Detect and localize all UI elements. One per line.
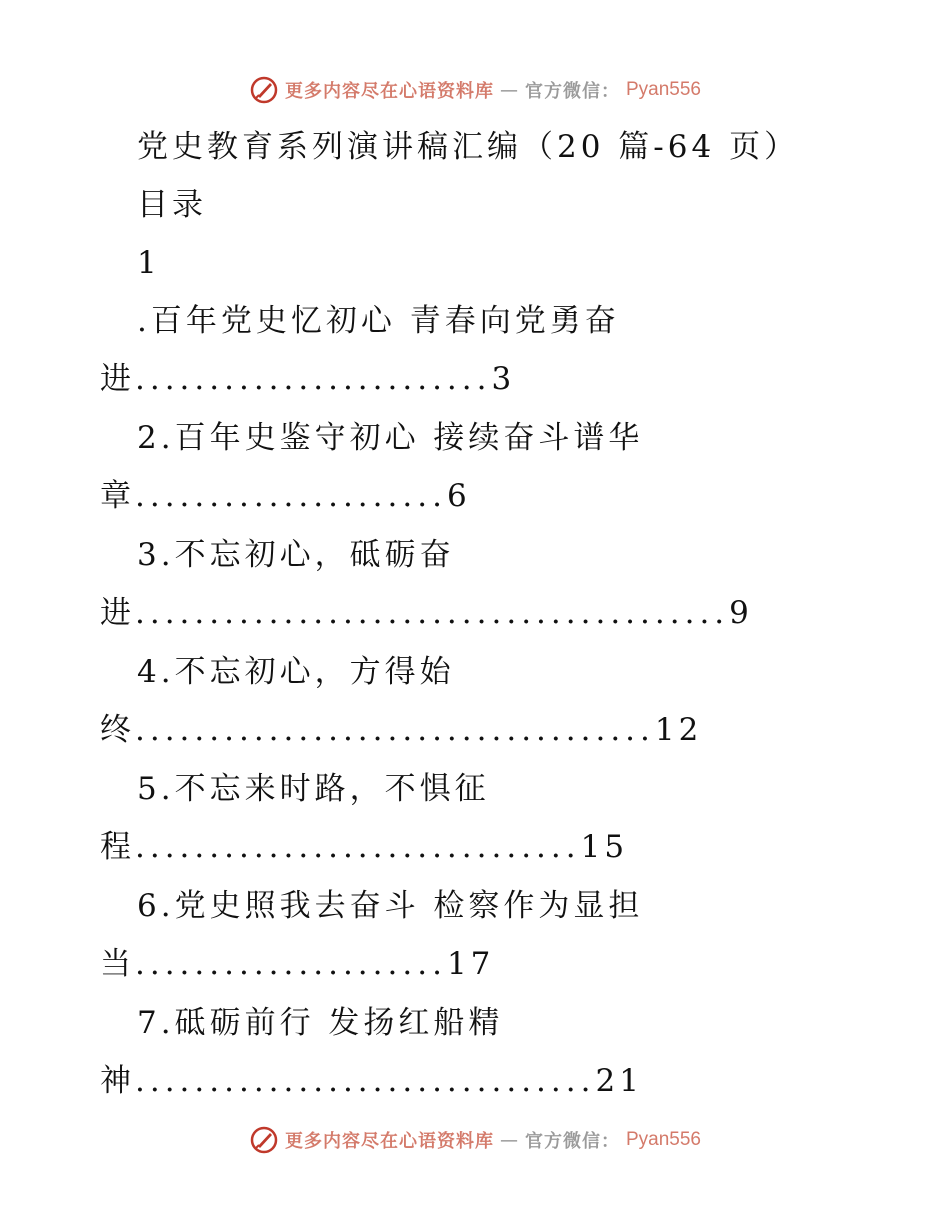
toc-entry-1-tail — [100, 359, 515, 399]
toc-page-number: 3 — [491, 361, 516, 397]
toc-leader-dots: .............................. — [135, 829, 581, 865]
watermark-wechat-label: 官方微信： — [524, 1131, 620, 1152]
watermark-main-text: 更多内容尽在心语资料库 — [284, 1131, 494, 1152]
toc-entry-2-tail — [100, 476, 471, 516]
toc-page-number: 12 — [654, 712, 703, 748]
header-watermark — [0, 70, 950, 110]
toc-page-number: 17 — [446, 946, 495, 982]
watermark-wechat-id: Pyan556 — [625, 1129, 701, 1150]
footer-watermark — [0, 1120, 950, 1160]
toc-leader-dots: ................................... — [135, 712, 655, 748]
toc-entry-tail-char: 程 — [100, 829, 135, 865]
toc-heading: 目录 — [137, 187, 207, 223]
watermark-dash: — — [499, 79, 519, 101]
toc-entry-1-title: .百年党史忆初心 青春向党勇奋 — [137, 303, 620, 339]
toc-entry-4-tail — [100, 710, 702, 750]
toc-page-number: 6 — [446, 478, 471, 514]
quill-logo-icon — [249, 75, 279, 105]
toc-entry-7-tail — [100, 1061, 643, 1101]
toc-entry-tail-char: 终 — [100, 712, 135, 748]
watermark-wechat-id: Pyan556 — [625, 79, 701, 100]
toc-first-number: 1 — [137, 245, 161, 281]
toc-page-number: 15 — [580, 829, 629, 865]
watermark-dash: — — [499, 1129, 519, 1151]
watermark-wechat-label: 官方微信： — [524, 81, 620, 102]
toc-page-number: 9 — [729, 595, 753, 631]
toc-entry-tail-char: 神 — [100, 1063, 135, 1099]
watermark-main-text: 更多内容尽在心语资料库 — [284, 81, 494, 102]
toc-entry-2-title: 2.百年史鉴守初心 接续奋斗谱华 — [137, 420, 644, 456]
toc-entry-5-tail — [100, 827, 628, 867]
toc-entry-5-title: 5.不忘来时路，不惧征 — [137, 771, 490, 807]
toc-entry-3-title: 3.不忘初心，砥砺奋 — [137, 537, 455, 573]
toc-entry-tail-char: 进 — [100, 595, 135, 631]
toc-entry-7-title: 7.砥砺前行 发扬红船精 — [137, 1005, 504, 1041]
toc-entry-tail-char: 当 — [100, 946, 135, 982]
toc-entry-6-title: 6.党史照我去奋斗 检察作为显担 — [137, 888, 644, 924]
toc-leader-dots: ..................... — [135, 478, 447, 514]
document-title: 党史教育系列演讲稿汇编（20 篇-64 页） — [137, 129, 800, 165]
toc-leader-dots: ..................... — [135, 946, 447, 982]
toc-page-number: 21 — [595, 1063, 643, 1099]
toc-entry-tail-char: 进 — [100, 361, 135, 397]
quill-logo-icon — [249, 1125, 279, 1155]
toc-entry-6-tail — [100, 944, 494, 984]
toc-leader-dots: ........................................ — [135, 595, 730, 631]
toc-leader-dots: ............................... — [135, 1063, 596, 1099]
toc-entry-tail-char: 章 — [100, 478, 135, 514]
toc-entry-4-title: 4.不忘初心，方得始 — [137, 654, 455, 690]
toc-entry-3-tail — [100, 593, 753, 633]
toc-leader-dots: ........................ — [135, 361, 492, 397]
